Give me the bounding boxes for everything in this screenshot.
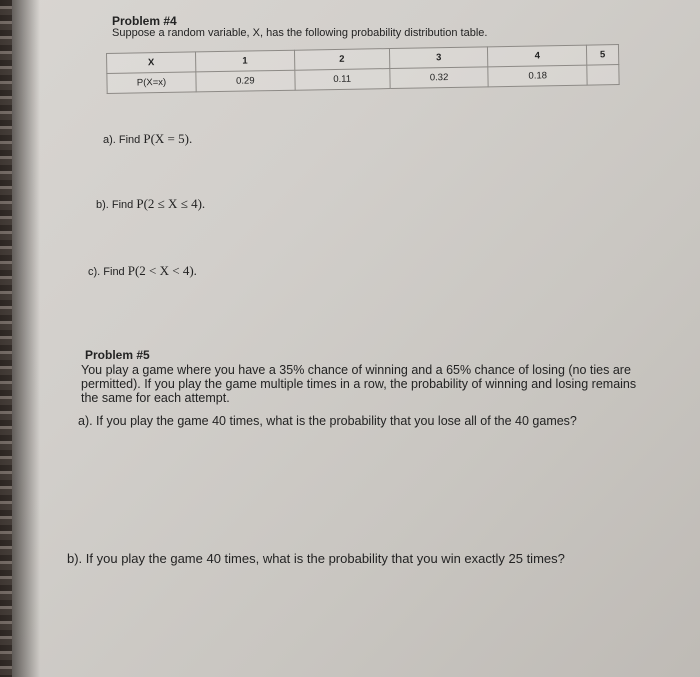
torn-binding-edge [0, 0, 12, 677]
question-4b-math: P(2 ≤ X ≤ 4). [136, 196, 206, 211]
table-header-x: X [107, 52, 196, 74]
question-4a-math: P(X = 5). [143, 131, 193, 146]
table-cell-x1: 1 [195, 50, 294, 72]
question-5b: b). If you play the game 40 times, what is the probability that you win exactly 25 times? [67, 551, 565, 566]
problem-5-title: Problem #5 [85, 348, 150, 362]
table-cell-p1: 0.29 [196, 70, 295, 92]
problem-5-body: You play a game where you have a 35% chance of winning and a 65% chance of losing (no ties are permitted). If you play the game multiple times in a row, the probability of winning and losing remains the same for each attempt. [81, 363, 637, 405]
question-5a: a). If you play the game 40 times, what is the probability that you lose all of the 40 games? [78, 414, 577, 428]
question-4b [96, 196, 205, 212]
question-4b-prefix: b). Find [96, 199, 137, 211]
table-cell-p4: 0.18 [488, 65, 587, 87]
table-cell-x4: 4 [488, 45, 587, 67]
problem-4-title: Problem #4 [112, 14, 177, 28]
table-cell-x5: 5 [587, 45, 619, 66]
problem-4-description: Suppose a random variable, X, has the following probability distribution table. [112, 27, 488, 39]
question-4c [88, 263, 197, 279]
question-4a-prefix: a). Find [103, 134, 144, 146]
table-cell-x3: 3 [389, 47, 488, 69]
question-4c-prefix: c). Find [88, 266, 128, 278]
table-cell-p2: 0.11 [295, 69, 390, 91]
table-cell-x2: 2 [294, 49, 389, 71]
table-header-p: P(X=x) [107, 72, 196, 94]
table-cell-p3: 0.32 [390, 67, 489, 89]
question-4c-math: P(2 < X < 4). [127, 263, 197, 278]
question-4a [103, 131, 192, 147]
table-cell-p5 [587, 65, 619, 86]
